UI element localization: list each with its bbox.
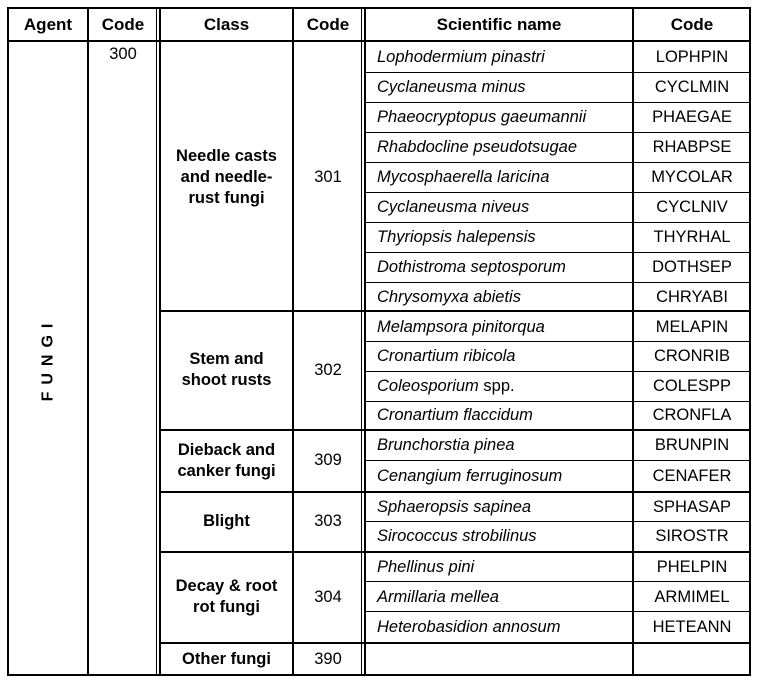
class-code: 302 — [314, 360, 342, 379]
class-code: 304 — [314, 587, 342, 606]
species-code: CRONRIB — [653, 346, 731, 365]
class-name: Needle casts and needle- rust fungi — [176, 146, 277, 207]
column-divider — [361, 7, 362, 676]
species-name: Heterobasidion annosum — [377, 617, 561, 636]
header-class-code: Code — [306, 15, 350, 34]
group-divider — [159, 551, 751, 553]
species-code: LOPHPIN — [655, 47, 729, 66]
species-code: MYCOLAR — [651, 167, 733, 186]
species-name: Cyclaneusma niveus — [377, 197, 530, 216]
class-name: Other fungi — [182, 649, 271, 668]
species-code: PHAEGAE — [652, 107, 732, 126]
species-name: Cyclaneusma minus — [377, 77, 526, 96]
species-name: Chrysomyxa abietis — [377, 287, 521, 306]
species-code: DOTHSEP — [652, 257, 732, 276]
row-divider — [364, 581, 751, 582]
group-divider — [159, 310, 751, 312]
row-divider — [364, 192, 751, 193]
row-divider — [364, 371, 751, 372]
species-code: CRONFLA — [652, 406, 732, 424]
species-name: Rhabdocline pseudotsugae — [377, 137, 577, 156]
species-code: RHABPSE — [652, 137, 732, 156]
row-divider — [364, 282, 751, 283]
row-divider — [364, 460, 751, 461]
class-code: 390 — [314, 649, 342, 668]
row-divider — [364, 132, 751, 133]
species-code: CHRYABI — [656, 287, 728, 306]
species-name: Cronartium ribicola — [377, 346, 516, 365]
class-name: Blight — [203, 512, 250, 530]
table-border-bottom — [7, 674, 751, 676]
species-name — [366, 371, 632, 401]
species-name-suffix: spp. — [483, 376, 515, 395]
row-divider — [364, 102, 751, 103]
class-code: 301 — [314, 167, 342, 186]
species-name-genus: Coleosporium — [377, 376, 479, 395]
species-name: Thyriopsis halepensis — [377, 227, 536, 246]
species-code: SIROSTR — [655, 527, 729, 545]
header-species-code: Code — [670, 15, 714, 34]
group-divider — [159, 429, 751, 431]
species-code: CYCLMIN — [654, 77, 730, 96]
header-agent-code: Code — [101, 15, 145, 34]
species-name: Phellinus pini — [377, 557, 475, 576]
species-code: MELAPIN — [655, 317, 729, 336]
class-code: 309 — [314, 451, 342, 469]
species-name: Mycosphaerella laricina — [377, 167, 550, 186]
class-name: Stem and shoot rusts — [181, 350, 272, 389]
species-name: Cronartium flaccidum — [377, 406, 533, 424]
table-border-left — [7, 7, 9, 676]
row-divider — [364, 611, 751, 612]
group-divider — [159, 642, 751, 644]
species-code: BRUNPIN — [654, 435, 730, 454]
row-divider — [364, 72, 751, 73]
species-name: Phaeocryptopus gaeumannii — [377, 107, 587, 126]
species-code: CYCLNIV — [656, 197, 728, 216]
header-scientific-name: Scientific name — [436, 15, 562, 34]
row-divider — [364, 222, 751, 223]
row-divider — [364, 341, 751, 342]
species-name: Sirococcus strobilinus — [377, 527, 537, 545]
column-divider — [292, 7, 294, 676]
class-name: Decay & root rot fungi — [175, 577, 278, 616]
agent-name: FUNGI — [39, 316, 56, 402]
species-name: Cenangium ferruginosum — [377, 466, 563, 485]
species-name: Lophodermium pinastri — [377, 47, 545, 66]
table-border-top — [7, 7, 751, 9]
column-divider — [87, 7, 89, 676]
header-class: Class — [203, 15, 250, 34]
agent-code: 300 — [109, 45, 137, 63]
agent-name-cell — [10, 44, 86, 674]
species-name: Melampsora pinitorqua — [377, 317, 545, 336]
row-divider — [364, 252, 751, 253]
species-code: CENAFER — [652, 466, 732, 485]
species-name: Sphaeropsis sapinea — [377, 497, 532, 516]
species-name: Armillaria mellea — [377, 587, 499, 606]
row-divider — [364, 401, 751, 402]
row-divider — [364, 162, 751, 163]
class-name: Dieback and canker fungi — [177, 440, 276, 480]
group-divider — [159, 491, 751, 493]
species-code: HETEANN — [652, 617, 732, 636]
class-code: 303 — [314, 512, 342, 530]
species-code: COLESPP — [653, 376, 731, 395]
species-name: Brunchorstia pinea — [377, 435, 515, 454]
column-divider — [156, 7, 157, 676]
species-code: ARMIMEL — [654, 587, 730, 606]
column-divider — [159, 7, 161, 676]
species-code: SPHASAP — [653, 497, 731, 516]
header-agent: Agent — [23, 15, 73, 34]
header-divider — [7, 40, 751, 42]
species-name: Dothistroma septosporum — [377, 257, 566, 276]
row-divider — [364, 521, 751, 522]
species-code: THYRHAL — [653, 227, 731, 246]
species-code: PHELPIN — [656, 557, 728, 576]
